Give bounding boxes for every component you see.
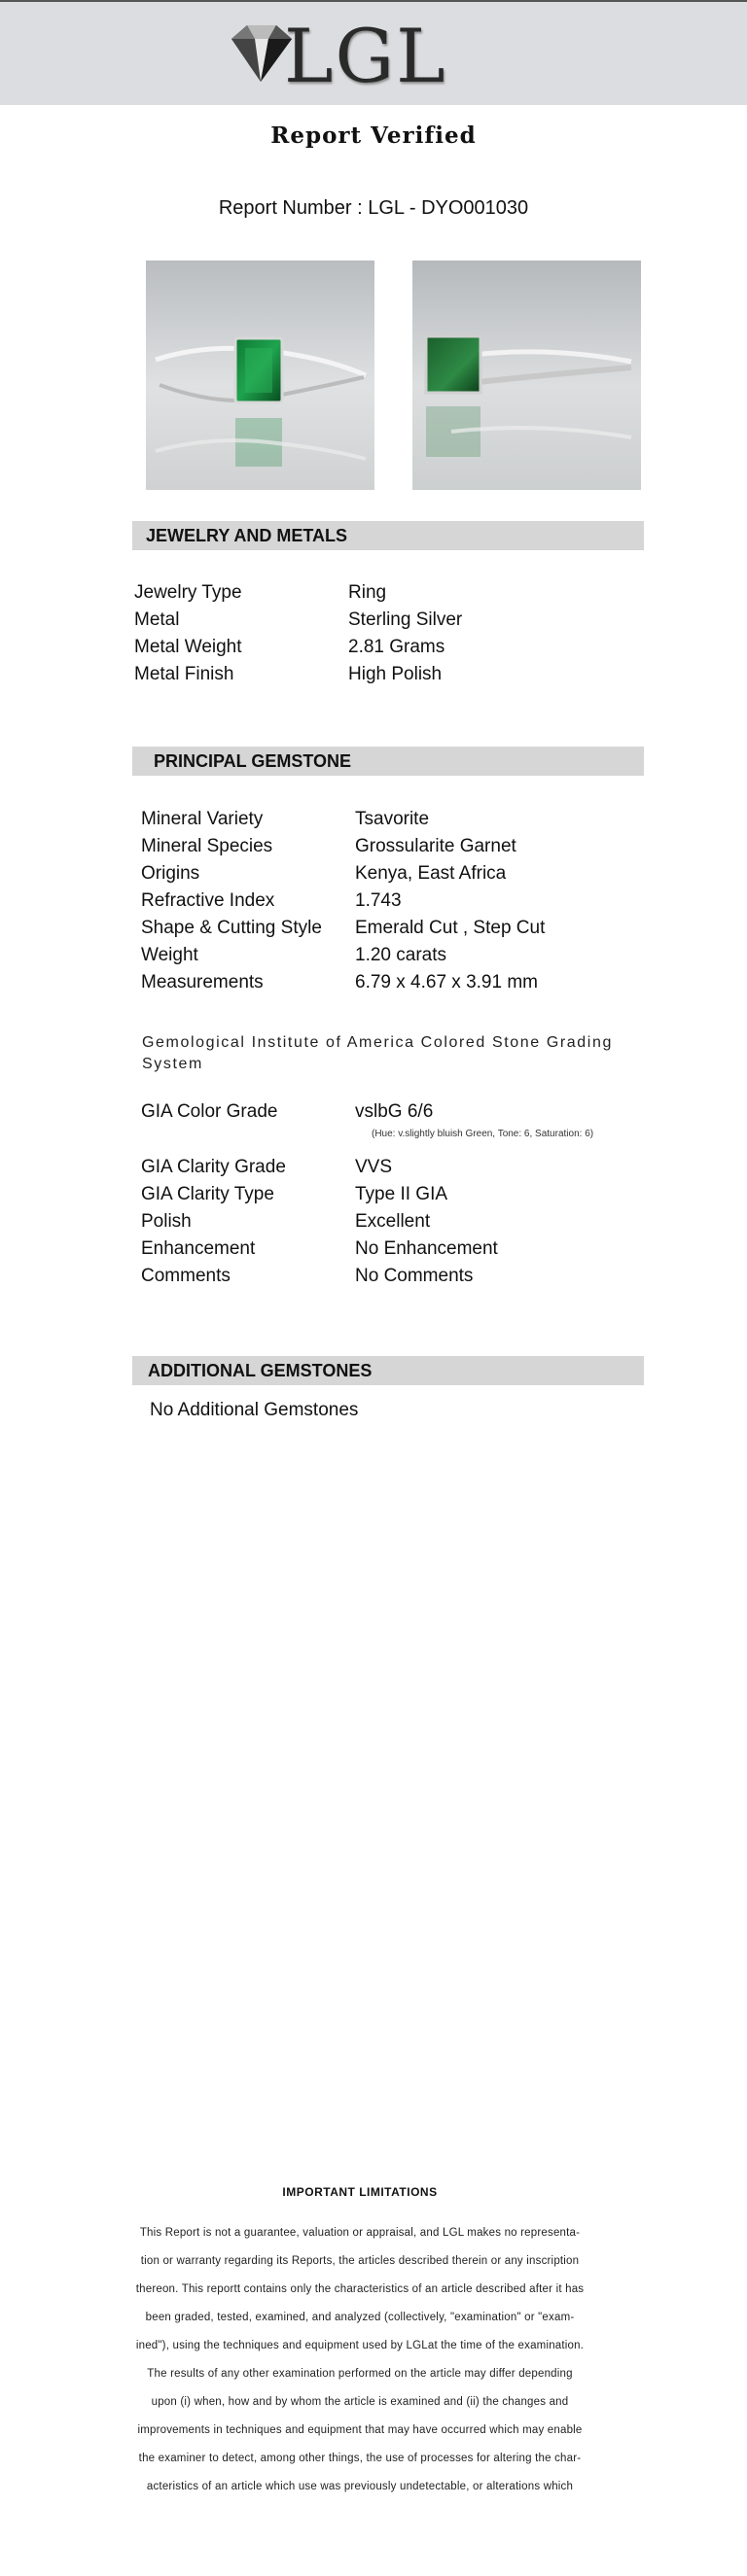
row-value: 1.20 carats xyxy=(355,945,446,965)
row-label: Mineral Variety xyxy=(141,809,264,829)
limitations-line: the examiner to detect, among other things, the use of processes for altering the char- xyxy=(138,2453,582,2464)
row-value: No Comments xyxy=(355,1266,474,1286)
gia-grading-system-title: Gemological Institute of America Colored Stone Grading System xyxy=(142,1034,613,1072)
row-label: Metal Finish xyxy=(134,664,234,684)
row-label: Comments xyxy=(141,1266,231,1286)
ring-side-photo xyxy=(412,261,641,490)
section-additional-gemstones: ADDITIONAL GEMSTONES xyxy=(132,1356,644,1385)
row-value: VVS xyxy=(355,1157,393,1177)
row-value: High Polish xyxy=(348,664,443,684)
page-title: Report Verified xyxy=(270,122,477,149)
row-label: Metal xyxy=(134,609,180,630)
limitations-line: This Report is not a guarantee, valuation or appraisal, and LGL makes no representa- xyxy=(139,2227,581,2239)
limitations-line: tion or warranty regarding its Reports, the articles described therein or any inscription xyxy=(140,2255,580,2267)
limitations-line: been graded, tested, examined, and analyzed (collectively, "examination" or "exam- xyxy=(145,2312,575,2323)
lgl-logo xyxy=(226,13,479,99)
limitations-line: The results of any other examination performed on the article may differ depending xyxy=(147,2368,573,2380)
row-label: Mineral Species xyxy=(141,836,273,856)
row-label: GIA Color Grade xyxy=(141,1101,278,1122)
row-label: Weight xyxy=(141,945,198,965)
row-label: Measurements xyxy=(141,972,264,992)
row-label: Metal Weight xyxy=(134,637,242,657)
ring-front-photo xyxy=(146,261,374,490)
row-label: Enhancement xyxy=(141,1238,256,1259)
row-value: Tsavorite xyxy=(355,809,430,829)
row-value: Emerald Cut , Step Cut xyxy=(355,918,546,938)
row-value: Excellent xyxy=(355,1211,431,1232)
limitations-line: upon (i) when, how and by whom the article is examined and (ii) the changes and xyxy=(151,2396,569,2408)
limitations-line: ined"), using the techniques and equipment used by LGLat the time of the examination. xyxy=(135,2340,585,2351)
limitations-line: improvements in techniques and equipment that may have occurred which may enable xyxy=(137,2424,583,2436)
row-value: No Enhancement xyxy=(355,1238,498,1259)
logo-text: LGL xyxy=(284,13,447,99)
row-label: Polish xyxy=(141,1211,192,1232)
row-value: Grossularite Garnet xyxy=(355,836,516,856)
limitations-title: IMPORTANT LIMITATIONS xyxy=(282,2185,438,2199)
section-principal-gemstone: PRINCIPAL GEMSTONE xyxy=(132,747,644,776)
row-value: 6.79 x 4.67 x 3.91 mm xyxy=(355,972,538,992)
row-label: Jewelry Type xyxy=(134,582,242,603)
color-grade-note: (Hue: v.slightly bluish Green, Tone: 6, Saturation: 6) xyxy=(372,1129,594,1139)
limitations-line: acteristics of an article which use was previously undetectable, or alterations which xyxy=(146,2481,574,2492)
row-label: GIA Clarity Type xyxy=(141,1184,274,1204)
row-label: Shape & Cutting Style xyxy=(141,918,322,938)
row-label: GIA Clarity Grade xyxy=(141,1157,286,1177)
row-value: 2.81 Grams xyxy=(348,637,445,657)
row-label: Refractive Index xyxy=(141,890,275,911)
report-number: Report Number : LGL - DYO001030 xyxy=(218,197,529,219)
row-value: 1.743 xyxy=(355,890,402,911)
no-additional-gemstones: No Additional Gemstones xyxy=(150,1400,359,1420)
row-value: vslbG 6/6 xyxy=(355,1101,434,1122)
row-value: Kenya, East Africa xyxy=(355,863,507,884)
limitations-line: thereon. This reportt contains only the characteristics of an article described after it has xyxy=(135,2283,585,2295)
section-jewelry-metals: JEWELRY AND METALS xyxy=(132,521,644,550)
row-label: Origins xyxy=(141,863,200,884)
row-value: Ring xyxy=(348,582,387,603)
row-value: Sterling Silver xyxy=(348,609,463,630)
row-value: Type II GIA xyxy=(355,1184,448,1204)
header-bar xyxy=(0,0,747,105)
